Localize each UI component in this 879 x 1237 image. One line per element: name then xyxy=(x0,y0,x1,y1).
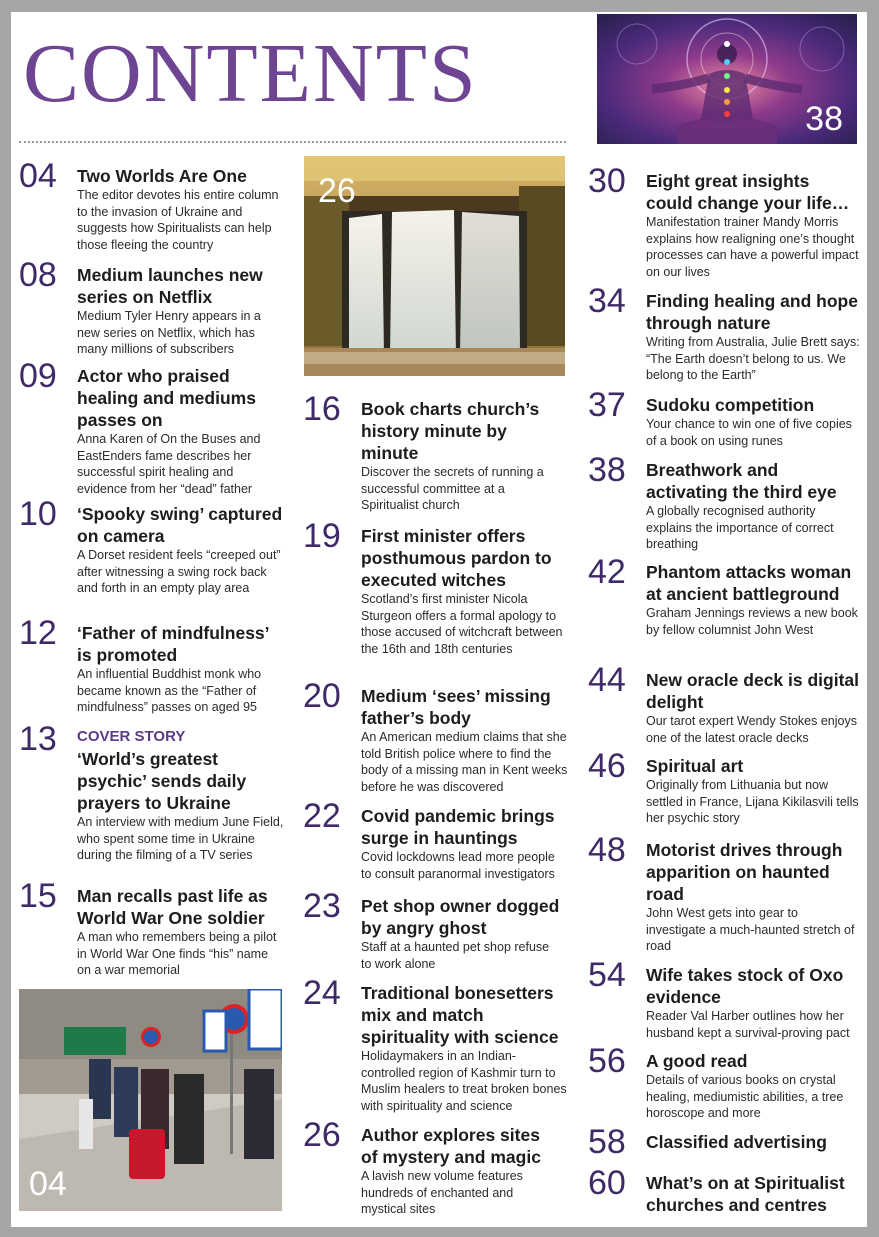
page-number: 09 xyxy=(19,357,57,395)
page-number: 23 xyxy=(303,887,341,925)
entry-description: John West gets into gear to investigate a much-haunted stretch of road xyxy=(646,906,855,953)
entry-description: Staff at a haunted pet shop refuse to work alone xyxy=(361,940,550,971)
cover-story-label: COVER STORY xyxy=(77,728,186,745)
entry-title: Pet shop owner dogged by angry ghost xyxy=(361,896,560,938)
page-number: 20 xyxy=(303,677,341,715)
entry-description: Discover the secrets of running a successful committee at a Spiritualist church xyxy=(361,465,544,512)
page-number: 10 xyxy=(19,495,57,533)
entry-title: Actor who praised healing and mediums passes on xyxy=(77,366,256,430)
entry-title: Breathwork and activating the third eye xyxy=(646,460,837,502)
entry-title: Phantom attacks woman at ancient battleground xyxy=(646,562,852,604)
page-number: 30 xyxy=(588,162,626,200)
entry-title: Wife takes stock of Oxo evidence xyxy=(646,965,844,1007)
entry-description: An American medium claims that she told British police where to find the body of a missing man in Kent weeks before he was discovered xyxy=(361,730,568,794)
entry-title: Medium launches new series on Netflix xyxy=(77,265,263,307)
entry-description: A globally recognised authority explains the importance of correct breathing xyxy=(646,504,834,551)
entry-title: Eight great insights could change your life… xyxy=(646,171,850,213)
page-number: 58 xyxy=(588,1123,626,1161)
page-number: 22 xyxy=(303,797,341,835)
page-number: 48 xyxy=(588,831,626,869)
entry-title: Medium ‘sees’ missing father’s body xyxy=(361,686,551,728)
entry-description: A Dorset resident feels “creeped out” after witnessing a swing rock back and forth in an empty play area xyxy=(77,548,281,595)
entry-title: Finding healing and hope through nature xyxy=(646,291,858,333)
entry-title: Sudoku competition xyxy=(646,395,815,415)
entry-title: ‘World’s greatest psychic’ sends daily prayers to Ukraine xyxy=(77,749,247,813)
entry-description: Holidaymakers in an Indian-controlled region of Kashmir turn to Muslim healers to treat broken bones with spirituality and science xyxy=(361,1049,567,1113)
page-number: 60 xyxy=(588,1164,626,1202)
entry-description: The editor devotes his entire column to the invasion of Ukraine and suggests how Spiritualists can help those fleeing the country xyxy=(77,188,279,252)
page-number: 56 xyxy=(588,1042,626,1080)
image-page-number: 04 xyxy=(29,1165,67,1203)
entry-description: Writing from Australia, Julie Brett says: “The Earth doesn’t belong to us. We belong to the Earth” xyxy=(646,335,860,382)
page-title: CONTENTS xyxy=(23,27,478,120)
refugees-image[interactable] xyxy=(19,989,282,1211)
page-number: 46 xyxy=(588,747,626,785)
entry-title: Classified advertising xyxy=(646,1132,827,1152)
entry-description: Originally from Lithuania but now settled in France, Lijana Kikilasvili tells her psychic story xyxy=(646,778,859,825)
image-page-number: 38 xyxy=(805,100,843,138)
entry-title: A good read xyxy=(646,1051,748,1071)
entry-title: Covid pandemic brings surge in hauntings xyxy=(361,806,555,848)
entry-title: Motorist drives through apparition on haunted road xyxy=(646,840,843,904)
image-page-number: 26 xyxy=(318,172,356,210)
entry-description: A lavish new volume features hundreds of enchanted and mystical sites xyxy=(361,1169,523,1216)
meditation-image[interactable] xyxy=(597,14,857,144)
entry-title: ‘Spooky swing’ captured on camera xyxy=(77,504,283,546)
entry-description: Our tarot expert Wendy Stokes enjoys one of the latest oracle decks xyxy=(646,714,857,745)
entry-title: Two Worlds Are One xyxy=(77,166,247,186)
page-number: 16 xyxy=(303,390,341,428)
entry-description: Scotland’s first minister Nicola Sturgeon offers a formal apology to those accused of witchcraft between the 16th and 18th centuries xyxy=(361,592,563,656)
waterfall-image[interactable] xyxy=(304,156,565,376)
entry-description: Anna Karen of On the Buses and EastEnders fame describes her successful spirit healing and evidence from her “dead” father xyxy=(77,432,261,496)
entry-title: Book charts church’s history minute by minute xyxy=(361,399,540,463)
page-number: 38 xyxy=(588,451,626,489)
entry-title: ‘Father of mindfulness’ is promoted xyxy=(77,623,269,665)
page-number: 19 xyxy=(303,517,341,555)
page-number: 54 xyxy=(588,956,626,994)
page-number: 26 xyxy=(303,1116,341,1154)
page-number: 04 xyxy=(19,157,57,195)
entry-description: Reader Val Harber outlines how her husband kept a survival-proving pact xyxy=(646,1009,850,1040)
entry-title: First minister offers posthumous pardon to executed witches xyxy=(361,526,552,590)
entry-description: Covid lockdowns lead more people to consult paranormal investigators xyxy=(361,850,555,881)
entry-title: Author explores sites of mystery and magic xyxy=(361,1125,541,1167)
entry-title: Traditional bonesetters mix and match spirituality with science xyxy=(361,983,559,1047)
entry-title: What’s on at Spiritualist churches and centres xyxy=(646,1173,845,1215)
page-number: 42 xyxy=(588,553,626,591)
entry-description: Medium Tyler Henry appears in a new series on Netflix, which has many millions of subscribers xyxy=(77,309,261,356)
entry-title: Man recalls past life as World War One soldier xyxy=(77,886,268,928)
page-number: 37 xyxy=(588,386,626,424)
entry-title: New oracle deck is digital delight xyxy=(646,670,859,712)
page-number: 15 xyxy=(19,877,57,915)
entry-description: An influential Buddhist monk who became known as the “Father of mindfulness” passes on aged 95 xyxy=(77,667,262,714)
page-number: 08 xyxy=(19,256,57,294)
dotted-divider xyxy=(19,141,566,143)
entry-description: Your chance to win one of five copies of a book on using runes xyxy=(646,417,852,448)
contents-page xyxy=(11,12,867,1227)
entry-description: An interview with medium June Field, who spent some time in Ukraine during the filming of a TV series xyxy=(77,815,284,862)
entry-description: Graham Jennings reviews a new book by fellow columnist John West xyxy=(646,606,858,637)
page-number: 13 xyxy=(19,720,57,758)
entry-description: Manifestation trainer Mandy Morris explains how realigning one’s thought processes can have a powerful impact on our lives xyxy=(646,215,859,279)
page-number: 12 xyxy=(19,614,57,652)
page-number: 34 xyxy=(588,282,626,320)
page-number: 24 xyxy=(303,974,341,1012)
page-number: 44 xyxy=(588,661,626,699)
entry-description: Details of various books on crystal healing, mediumistic abilities, a tree horoscope and more xyxy=(646,1073,844,1120)
entry-description: A man who remembers being a pilot in World War One finds “his” name on a war memorial xyxy=(77,930,277,977)
entry-title: Spiritual art xyxy=(646,756,744,776)
